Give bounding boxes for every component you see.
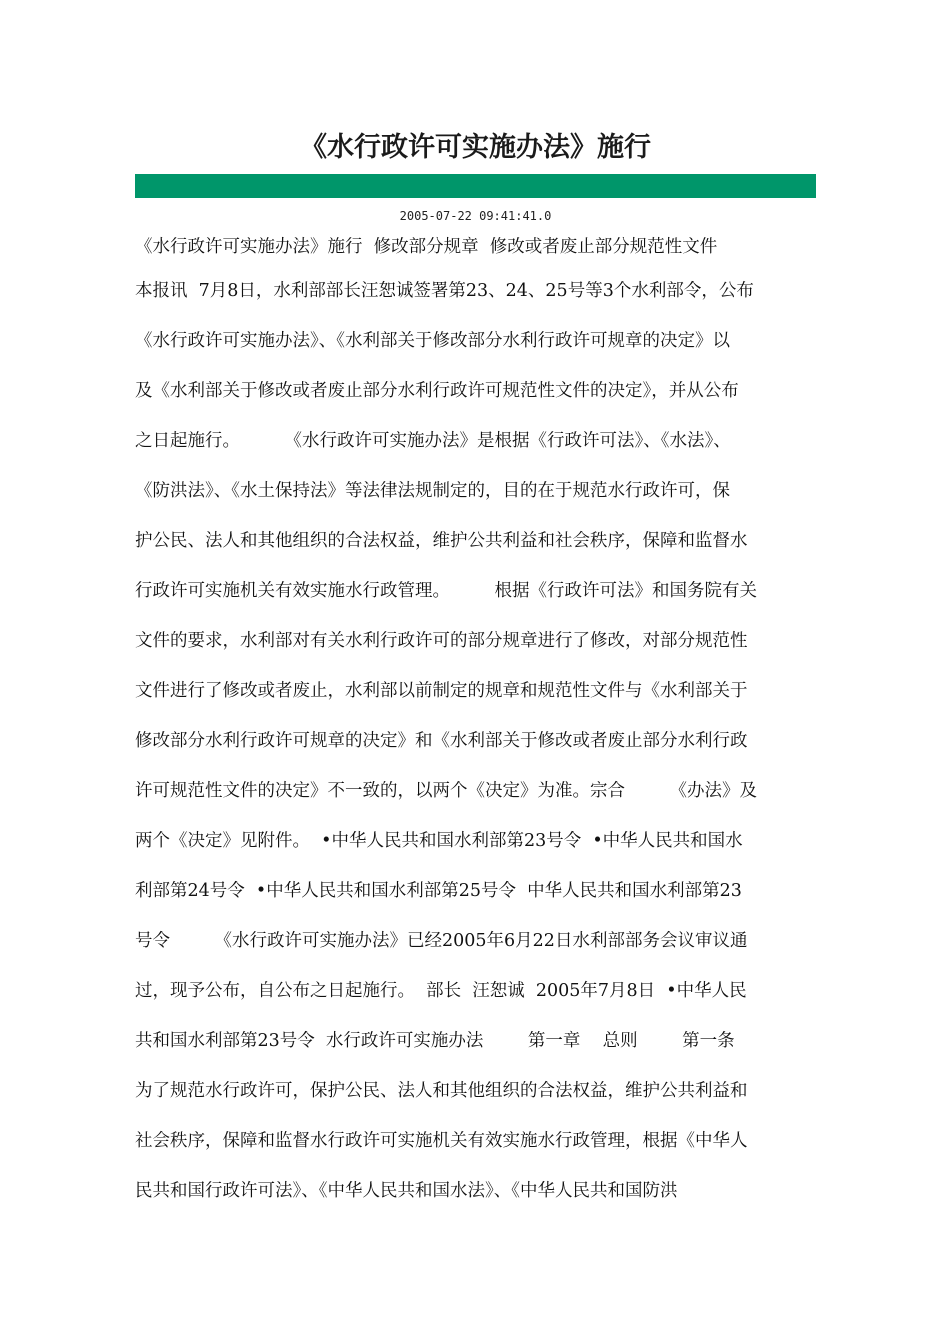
title-divider-bar xyxy=(135,174,816,198)
body-line: 及《水利部关于修改或者废止部分水利行政许可规范性文件的决定》，并从公布 xyxy=(135,381,739,401)
body-line: 修改部分水利行政许可规章的决定》和《水利部关于修改或者废止部分水利行政 xyxy=(135,731,748,751)
body-line: 《水行政许可实施办法》施行 修改部分规章 修改或者废止部分规范性文件 xyxy=(135,237,718,257)
body-line: 文件的要求，水利部对有关水利行政许可的部分规章进行了修改，对部分规范性 xyxy=(135,631,748,651)
body-line: 行政许可实施机关有效实施水行政管理。 根据《行政许可法》和国务院有关 xyxy=(135,581,757,601)
article-body xyxy=(135,228,825,1216)
publish-timestamp: 2005-07-22 09:41:41.0 xyxy=(399,209,552,223)
body-line: 《水行政许可实施办法》、《水利部关于修改部分水利行政许可规章的决定》以 xyxy=(135,331,730,351)
body-line: 《防洪法》、《水土保持法》等法律法规制定的，目的在于规范水行政许可，保 xyxy=(135,481,730,501)
body-line: 护公民、法人和其他组织的合法权益，维护公共利益和社会秩序，保障和监督水 xyxy=(135,531,748,551)
body-line: 许可规范性文件的决定》不一致的，以两个《决定》为准。宗合 《办法》及 xyxy=(135,781,757,801)
body-line: 号令 《水行政许可实施办法》已经2005年6月22日水利部部务会议审议通 xyxy=(135,931,748,951)
body-line: 利部第24号令 •中华人民共和国水利部第25号令 中华人民共和国水利部第23 xyxy=(135,881,742,901)
body-line: 本报讯 7月8日，水利部部长汪恕诚签署第23、24、25号等3个水利部令，公布 xyxy=(135,281,754,301)
article-title: 《水行政许可实施办法》施行 xyxy=(300,132,651,163)
body-line: 共和国水利部第23号令 水行政许可实施办法 第一章 总则 第一条 xyxy=(135,1031,735,1051)
body-line: 两个《决定》见附件。 •中华人民共和国水利部第23号令 •中华人民共和国水 xyxy=(135,831,743,851)
body-line: 之日起施行。 《水行政许可实施办法》是根据《行政许可法》、《水法》、 xyxy=(135,431,731,451)
body-line: 为了规范水行政许可，保护公民、法人和其他组织的合法权益，维护公共利益和 xyxy=(135,1081,748,1101)
body-line: 社会秩序，保障和监督水行政许可实施机关有效实施水行政管理，根据《中华人 xyxy=(135,1131,748,1151)
body-line: 过，现予公布，自公布之日起施行。 部长 汪恕诚 2005年7月8日 •中华人民 xyxy=(135,981,747,1001)
body-line: 民共和国行政许可法》、《中华人民共和国水法》、《中华人民共和国防洪 xyxy=(135,1181,678,1201)
body-line: 文件进行了修改或者废止，水利部以前制定的规章和规范性文件与《水利部关于 xyxy=(135,681,748,701)
